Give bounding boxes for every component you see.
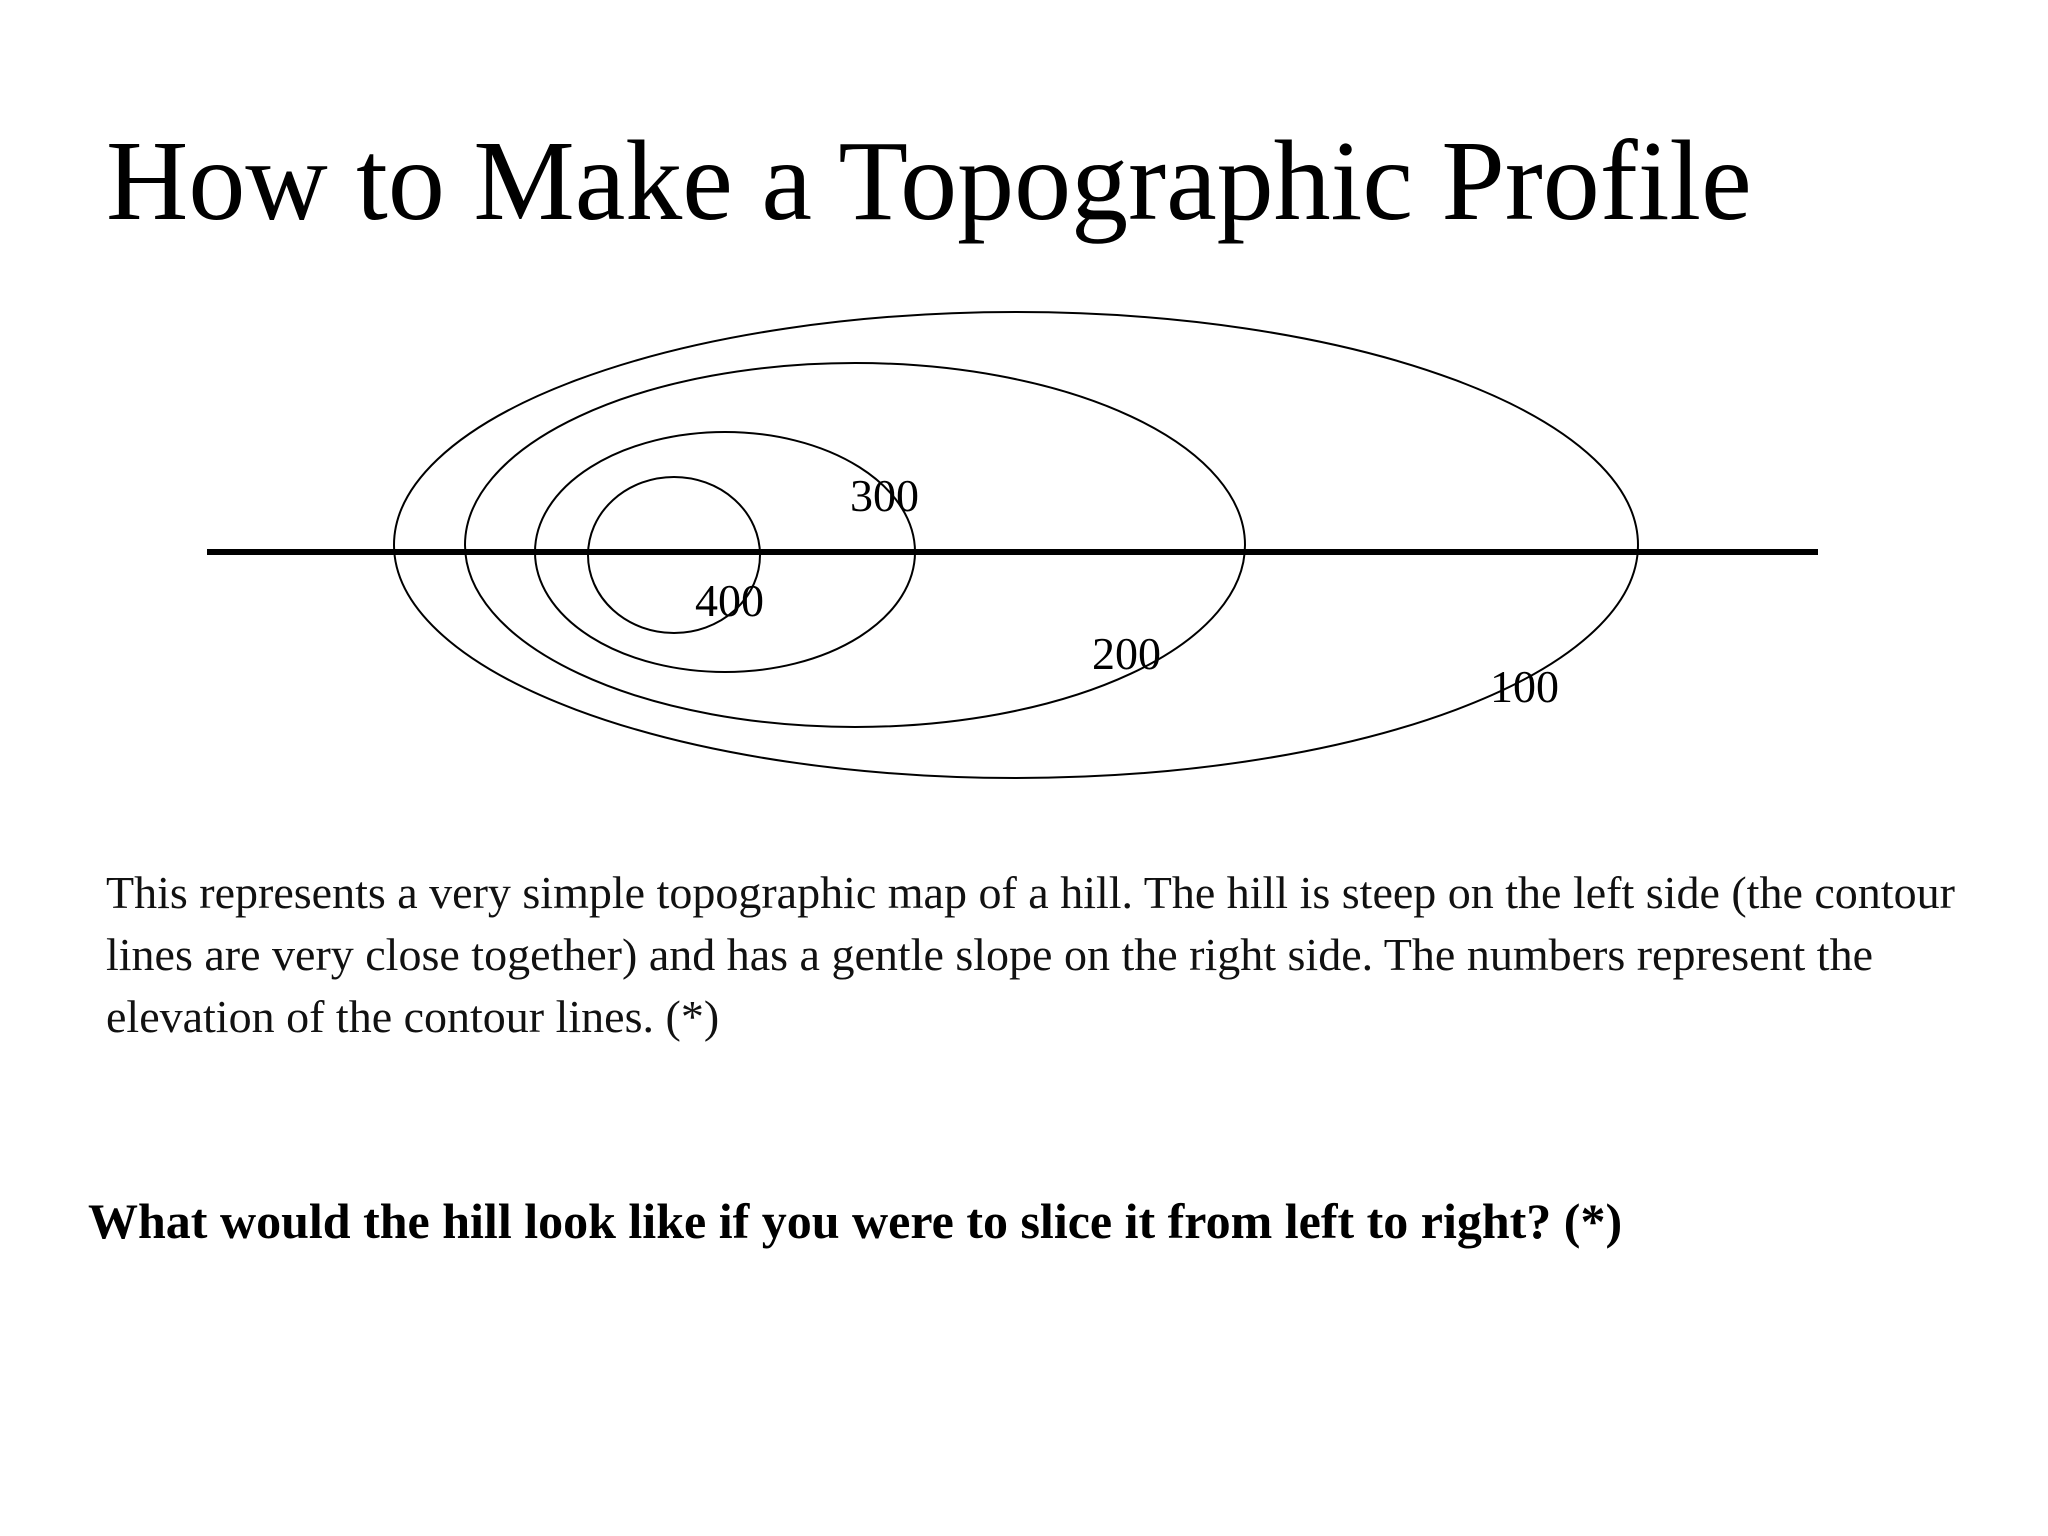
description-text: This represents a very simple topographic map of a hill. The hill is steep on the left side (the contour lines are very close together) and has a gentle slope on the right side. The numbers represent the elevation of the contour lines. (*) [106,867,1955,1042]
elevation-label-200: 200 [1092,628,1161,679]
contour-line-100 [394,312,1638,778]
elevation-label-100: 100 [1490,661,1559,712]
elevation-label-400: 400 [695,575,764,626]
question-text: What would the hill look like if you were to slice it from left to right? (*) [88,1193,1623,1249]
elevation-label-300: 300 [850,470,919,521]
slide-title: How to Make a Topographic Profile [106,117,1752,244]
